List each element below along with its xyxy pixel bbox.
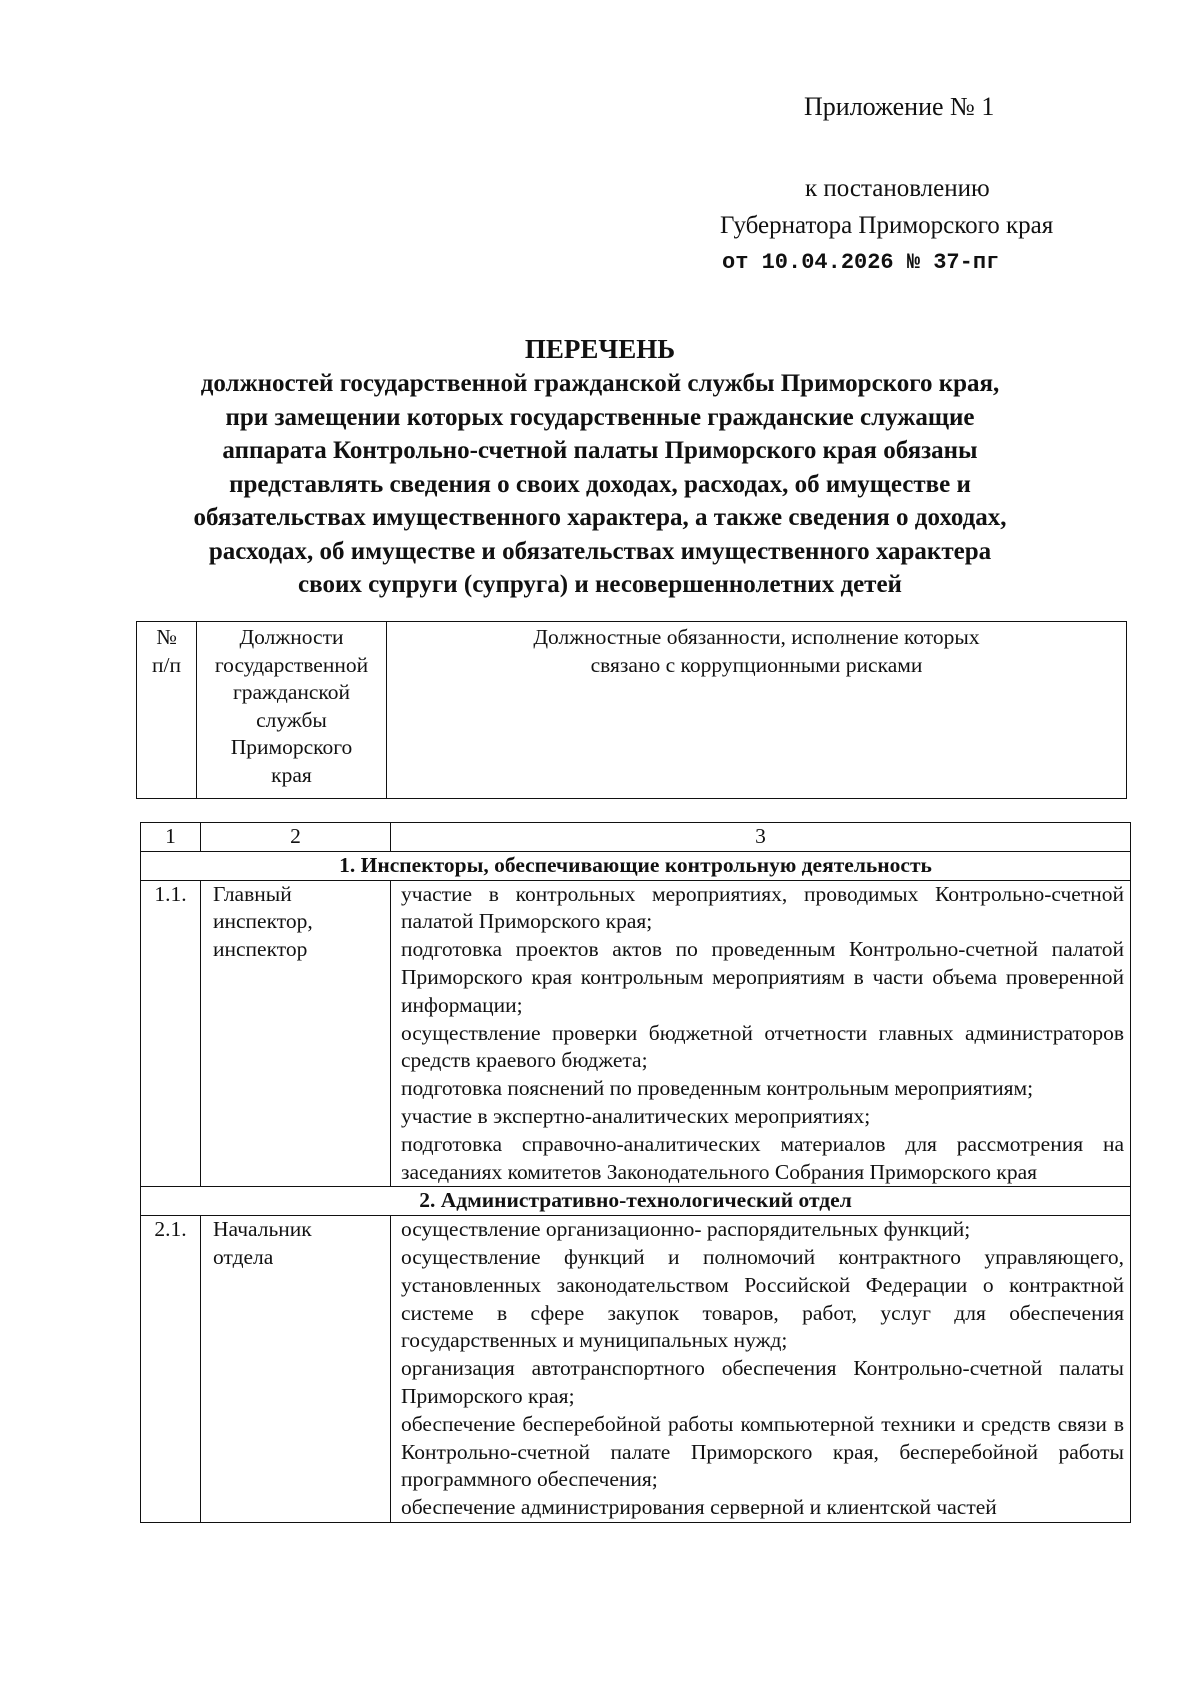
title-line: при замещении которых государственные гражданские служащие bbox=[225, 403, 975, 431]
section-title: 2. Административно-технологический отдел bbox=[141, 1187, 1131, 1216]
duty-item: обеспечение администрирования серверной и клиентской частей bbox=[401, 1495, 997, 1520]
duty-item: обеспечение бесперебойной работы компьютерной техники и средств связи в Контрольно-счетной палате Приморского края, бесперебойной работы программного обеспечения; bbox=[401, 1411, 1124, 1492]
ref-date-number: от 10.04.2026 № 37-пг bbox=[722, 250, 1000, 275]
title-main: ПЕРЕЧЕНЬ bbox=[524, 334, 676, 364]
column-number: 2 bbox=[201, 823, 391, 852]
section-title: 1. Инспекторы, обеспечивающие контрольную деятельность bbox=[141, 851, 1131, 880]
title-line: своих супруги (супруга) и несовершеннолетних детей bbox=[298, 571, 902, 598]
duty-item: участие в экспертно-аналитических мероприятиях; bbox=[401, 1103, 871, 1128]
row-number: 2.1. bbox=[141, 1216, 201, 1523]
duty-item: подготовка проектов актов по проведенным Контрольно-счетной палатой Приморского края контрольным мероприятиям в части объема проверенной информации; bbox=[401, 937, 1124, 1017]
row-number: 1.1. bbox=[141, 880, 201, 1187]
column-number: 1 bbox=[141, 823, 201, 852]
document-title bbox=[100, 333, 1100, 602]
duty-item: осуществление проверки бюджетной отчетности главных администраторов средств краевого бюджета; bbox=[401, 1020, 1124, 1073]
header-col-positions: Должности государственной гражданской службы Приморского края bbox=[197, 622, 387, 799]
duty-item: осуществление функций и полномочий контрактного управляющего, установленных законодательством Российской Федерации о контрактной системе в сфере закупок товаров, работ, услуг для обеспечения государственных и муниципальных нужд; bbox=[401, 1244, 1124, 1353]
title-line: расходах, об имуществе и обязательствах имущественного характера bbox=[208, 537, 992, 565]
title-line: представлять сведения о своих доходах, расходах, об имуществе и bbox=[229, 470, 971, 498]
row-position: Начальник отдела bbox=[201, 1216, 391, 1523]
duty-item: подготовка пояснений по проведенным контрольным мероприятиям; bbox=[401, 1076, 1034, 1101]
resolution-reference bbox=[720, 170, 1053, 281]
ref-line-1: к постановлению bbox=[805, 175, 990, 202]
table-row bbox=[141, 880, 1131, 1187]
section-row bbox=[141, 851, 1131, 880]
ref-line-2: Губернатора Приморского края bbox=[720, 212, 1054, 239]
row-duties bbox=[391, 1216, 1131, 1523]
duty-item: участие в контрольных мероприятиях, проводимых Контрольно-счетной палатой Приморского края; bbox=[401, 881, 1124, 934]
title-line: аппарата Контрольно-счетной палаты Приморского края обязаны bbox=[222, 437, 978, 464]
row-duties bbox=[391, 880, 1131, 1187]
header-col-duties: Должностные обязанности, исполнение которых связано с коррупционными рисками bbox=[387, 622, 1127, 799]
appendix-label: Приложение № 1 bbox=[804, 92, 995, 121]
row-position: Главный инспектор, инспектор bbox=[201, 880, 391, 1187]
duty-item: организация автотранспортного обеспечения Контрольно-счетной палаты Приморского края; bbox=[401, 1356, 1124, 1408]
title-line: должностей государственной гражданской службы Приморского края, bbox=[200, 370, 1000, 397]
table-row bbox=[141, 1216, 1131, 1523]
table-header bbox=[136, 621, 1127, 799]
duty-item: осуществление организационно- распорядительных функций; bbox=[401, 1217, 971, 1242]
column-numbers-row bbox=[141, 823, 1131, 852]
header-col-number: № п/п bbox=[137, 622, 197, 799]
column-number: 3 bbox=[391, 823, 1131, 852]
header-row bbox=[137, 622, 1127, 799]
title-line: обязательствах имущественного характера, а также сведения о доходах, bbox=[193, 504, 1007, 531]
section-row bbox=[141, 1187, 1131, 1216]
duty-item: подготовка справочно-аналитических материалов для рассмотрения на заседаниях комитетов Законодательного Собрания Приморского края bbox=[401, 1131, 1124, 1184]
positions-table bbox=[140, 822, 1131, 1523]
